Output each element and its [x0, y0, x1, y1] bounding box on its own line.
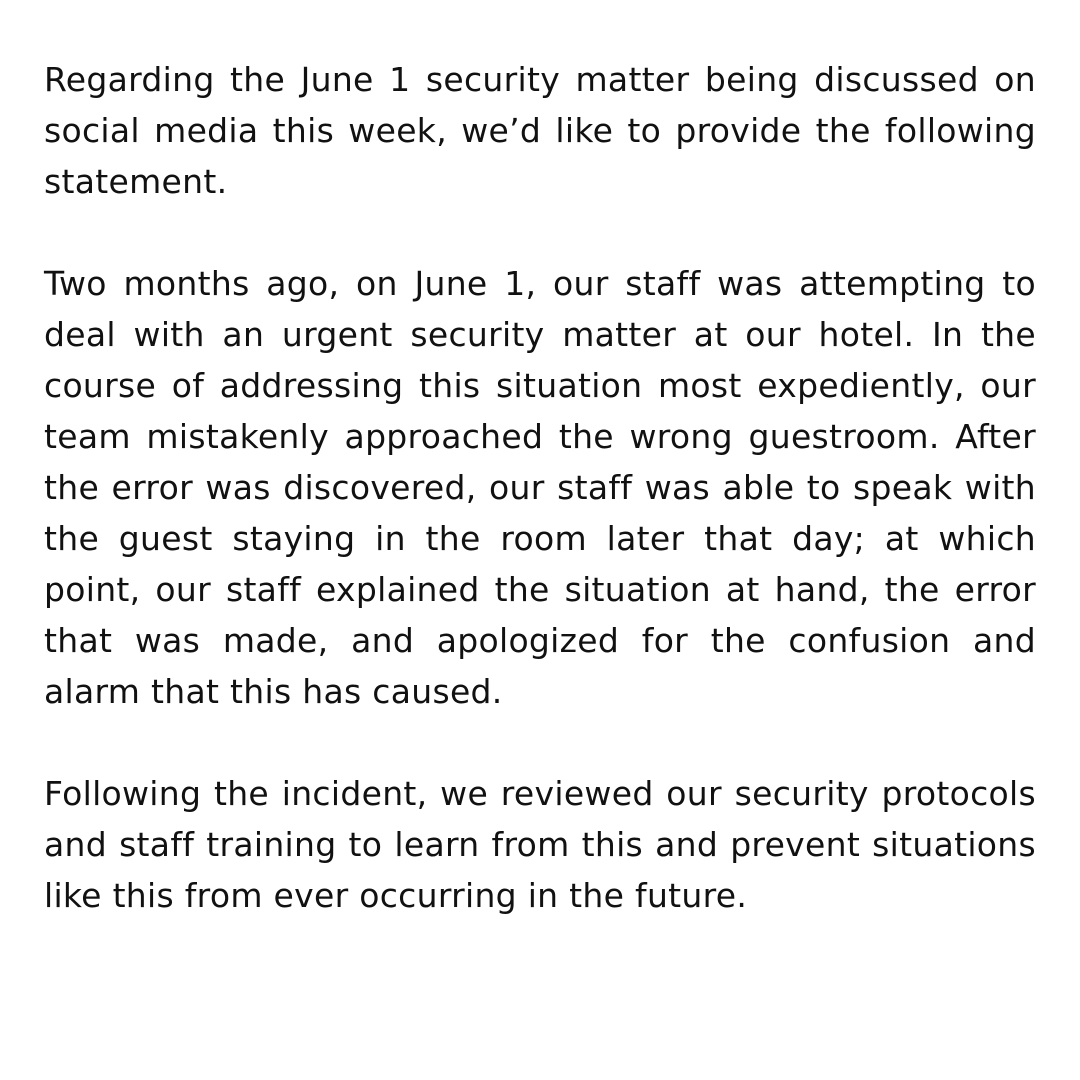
paragraph-intro: Regarding the June 1 security matter being discussed on social media this week, we’d like to provide the following statement.	[44, 60, 1036, 201]
paragraph-follow-up: Following the incident, we reviewed our security protocols and staff training to learn from this and prevent situations like this from ever occurring in the future.	[44, 774, 1036, 915]
paragraph-incident: Two months ago, on June 1, our staff was attempting to deal with an urgent security matter at our hotel. In the course of addressing this situation most expediently, our team mistakenly approached the wrong guestroom. After the error was discovered, our staff was able to speak with the guest staying in the room later that day; at which point, our staff explained the situation at hand, the error that was made, and apologized for the confusion and alarm that this has caused.	[44, 264, 1036, 711]
statement-body	[44, 54, 1036, 921]
